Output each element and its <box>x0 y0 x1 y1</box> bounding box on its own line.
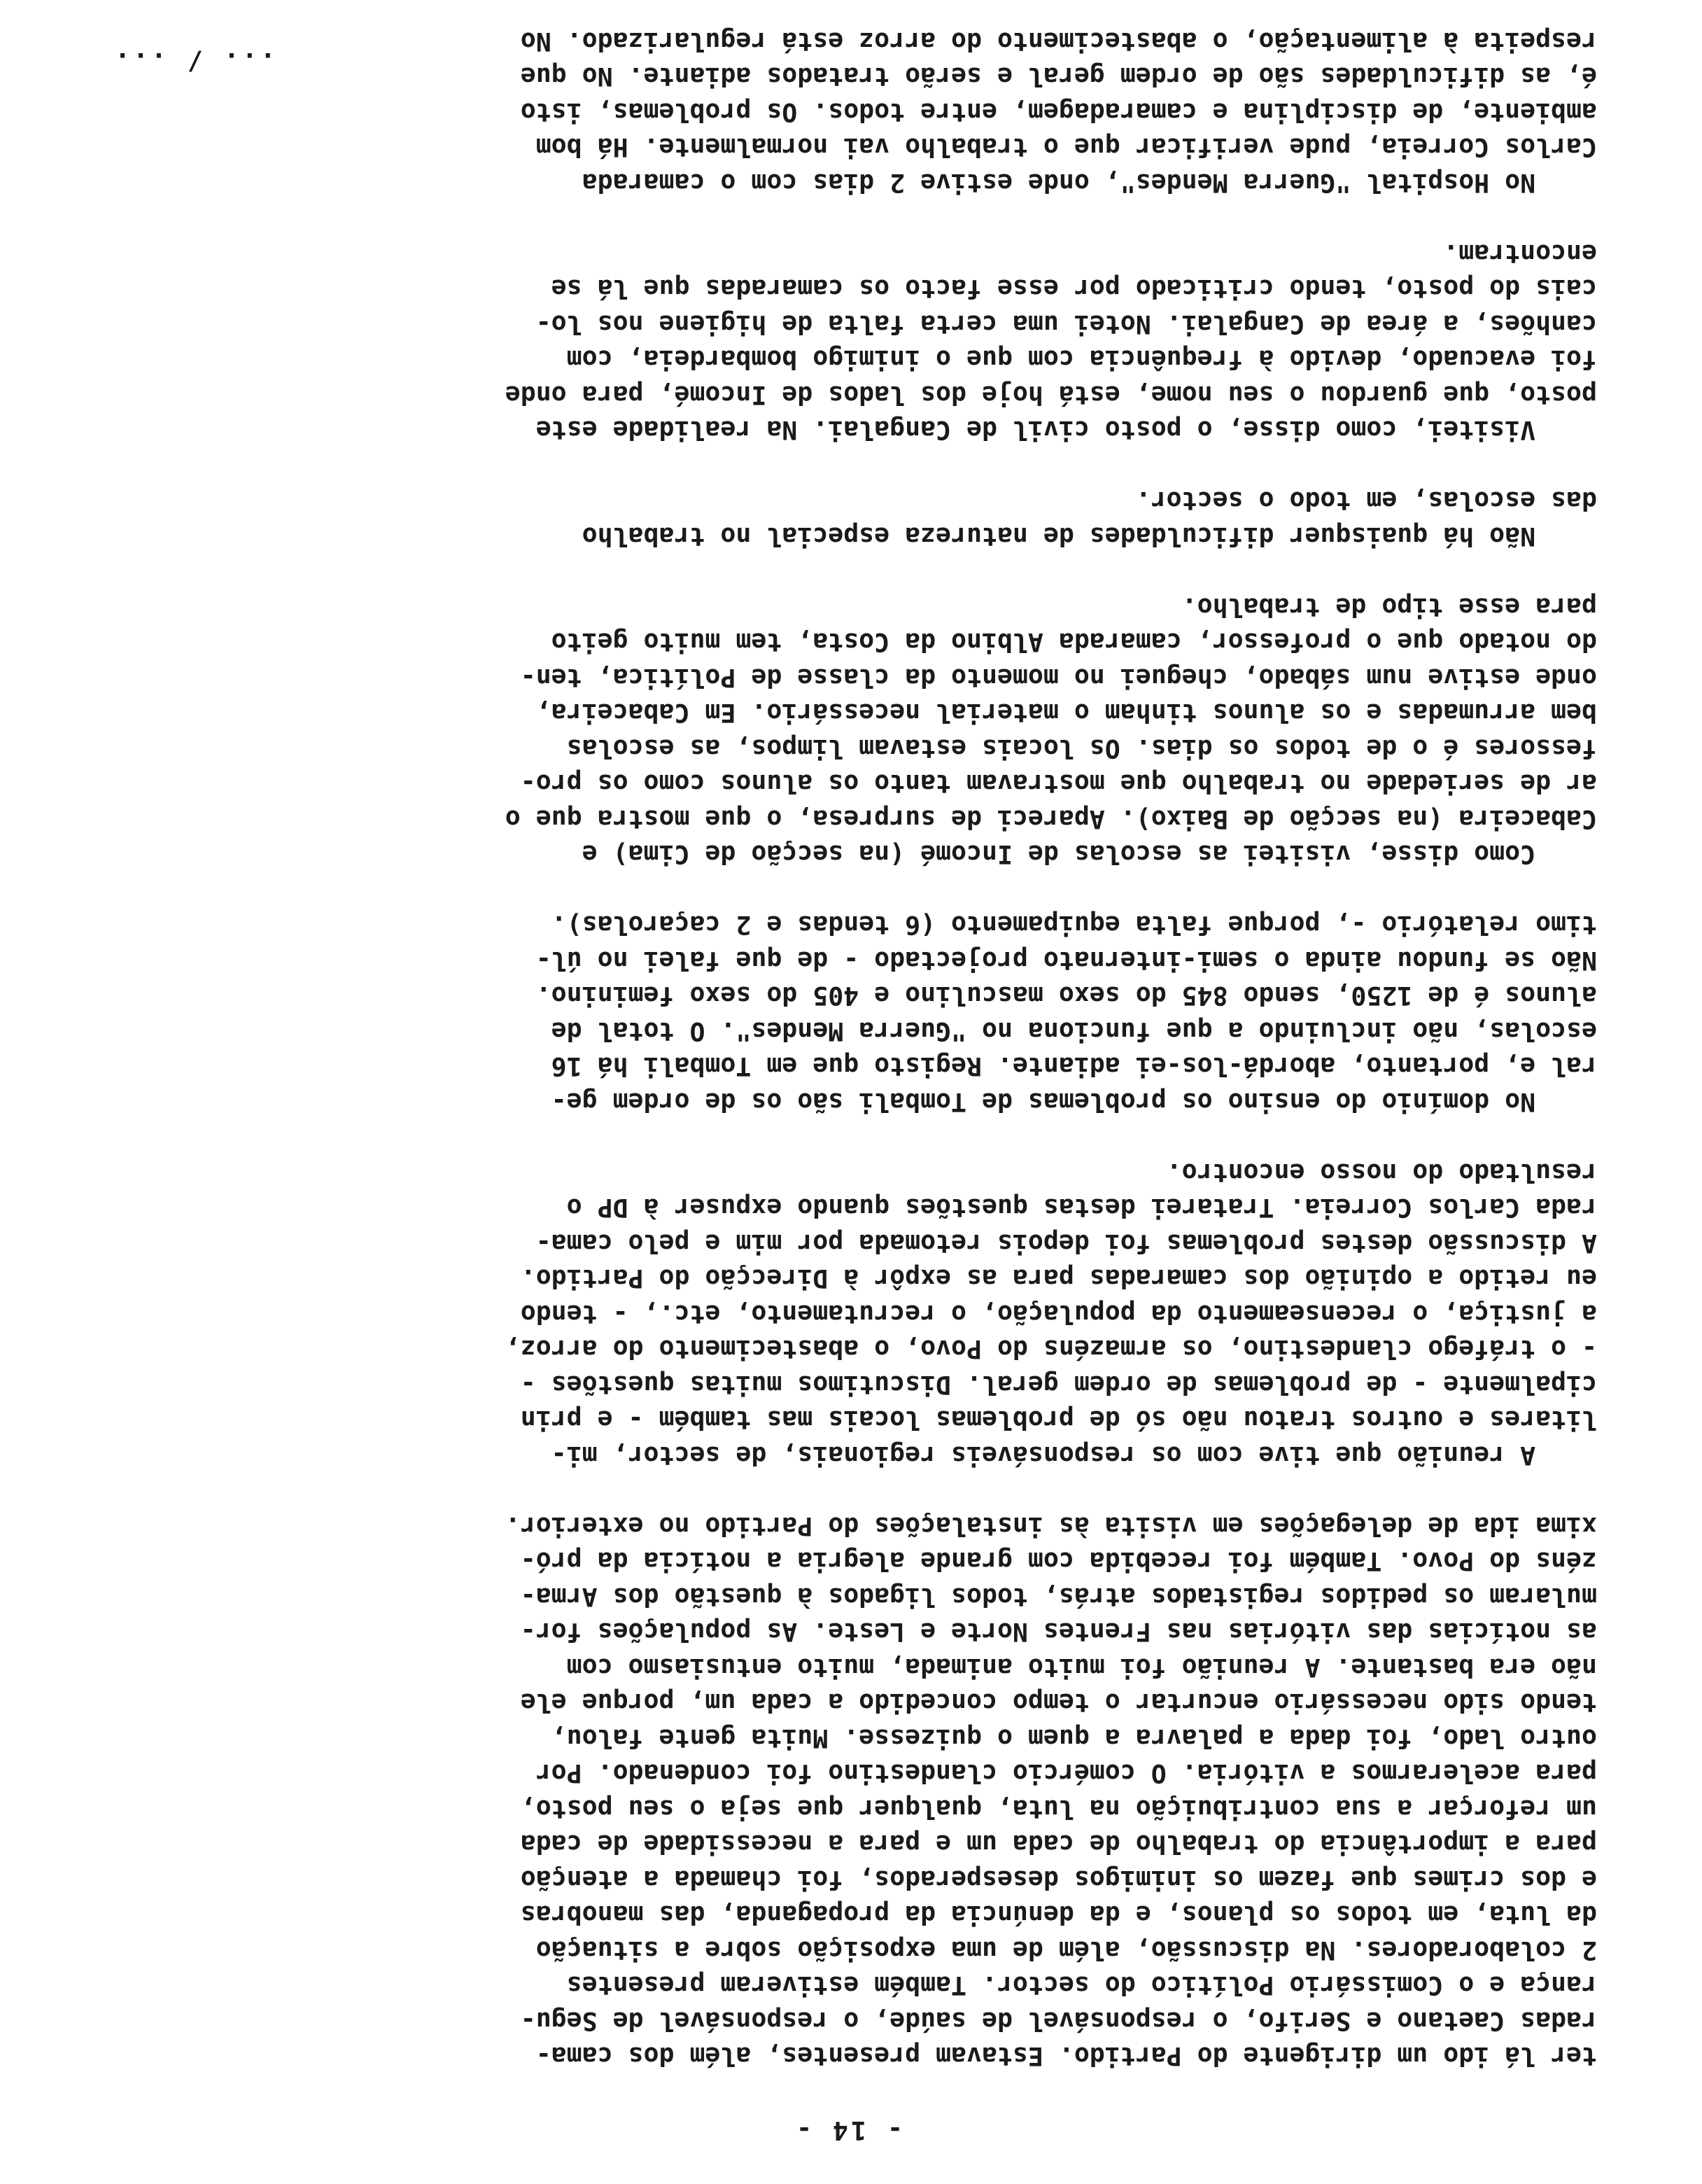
text-line: A discussão destes problemas foi depois retomada por mim e pelo cama- <box>535 1228 1597 1259</box>
text-line: para a importância do trabalho de cada um e para a necessidade de cada <box>520 1829 1597 1860</box>
paragraph-gap <box>99 1473 1597 1508</box>
text-line: a justiça, o recenseamento da população, o recrutamento, etc., - tendo <box>520 1299 1597 1329</box>
paragraph-gap <box>99 200 1597 236</box>
text-line: radas Caetano e Serifo, o responsável de saúde, o responsável de Segu- <box>520 2006 1597 2036</box>
text-line: escolas, não incluindo a que funciona no "Guerra Mendes". O total de <box>551 1016 1597 1046</box>
text-line: Não se fundou ainda o semi-internato projectado - de que falei no úl- <box>535 946 1597 976</box>
paragraph <box>99 1508 1597 2074</box>
text-line: posto, que guardou o seu nome, está hoje dos lados de Incomé, para onde <box>505 380 1597 410</box>
paragraph <box>99 24 1597 201</box>
document-body <box>99 24 1597 2148</box>
text-line: e dos crimes que fazem os inimigos desesperados, foi chamada a atenção <box>520 1865 1597 1895</box>
text-line: ral e, portanto, abordá-los-ei adiante. Registo que em Tombali há 16 <box>551 1051 1597 1082</box>
paragraphs-container <box>99 24 1597 2074</box>
text-line: Visitei, como disse, o posto civil de Cangalai. Na realidade este <box>535 415 1597 446</box>
text-line: fessores é o de todos os dias. Os locais estavam limpos, as escolas <box>566 734 1597 764</box>
paragraph <box>99 483 1597 554</box>
text-line: cipalmente - de problemas de ordem geral. Discutimos muitas questões - <box>520 1370 1597 1400</box>
paragraph <box>99 907 1597 1119</box>
paragraph <box>99 1155 1597 1474</box>
text-line: Como disse, visitei as escolas de Incomé (na secção de Cima) e <box>582 839 1597 870</box>
text-line: eu retido a opinião dos camaradas para as expôr à Direcção do Partido. <box>520 1264 1597 1294</box>
text-line: Não há quaisquer dificuldades de natureza especial no trabalho <box>582 522 1597 552</box>
text-line: ter lá ido um dirigente do Partido. Estavam presentes, além dos cama- <box>535 2041 1597 2072</box>
text-line: não era bastante. A reunião foi muito animada, muito entusiasmo com <box>566 1653 1597 1683</box>
text-line: respeita à alimentação, o abastecimento do arroz está regularizado. No <box>520 27 1597 57</box>
text-line: Cabaceira (na secção de Baixo). Apareci de surpresa, o que mostra que o <box>505 804 1597 834</box>
text-line: foi evacuado, devido à frequência com que o inimigo bombardeia, com <box>566 344 1597 375</box>
text-line: No domínio do ensino os problemas de Tombali são os de ordem ge- <box>551 1087 1597 1117</box>
text-line: tendo sido necessário encurtar o tempo concedido a cada um, porque ele <box>520 1688 1597 1718</box>
page-number: - 14 - <box>794 2115 903 2146</box>
paragraph <box>99 236 1597 448</box>
text-line: zéns do Povo. Também foi recebida com grande alegria a notícia da pró- <box>520 1546 1597 1577</box>
text-line: rança e o Comissário Político do sector. Também estiveram presentes <box>566 1970 1597 2001</box>
text-line: da luta, em todos os planos, e da denúncia da propaganda, das manobras <box>520 1900 1597 1931</box>
text-line: onde estive num sábado, cheguei no momento da classe de Política, ten- <box>520 663 1597 693</box>
text-line: A reunião que tive com os responsáveis regionais, de sector, mi- <box>551 1441 1597 1471</box>
paragraph-gap <box>99 448 1597 484</box>
text-line: xima ida de delegações em visita às instalações do Partido no exterior. <box>505 1511 1597 1541</box>
text-line: para esse tipo de trabalho. <box>1181 592 1597 622</box>
text-line: litares e outros tratou não só de problemas locais mas também - e prin <box>520 1405 1597 1436</box>
text-line: ar de seriedade no trabalho que mostravam tanto os alunos como os pro- <box>520 769 1597 799</box>
paragraph-gap <box>99 1119 1597 1155</box>
text-line: cais do posto, tendo criticado por esse facto os camaradas que lá se <box>551 274 1597 304</box>
paragraph <box>99 589 1597 872</box>
text-line: um reforçar a sua contribuição na luta, qualquer que seja o seu posto, <box>520 1794 1597 1824</box>
continuation-mark: ... / ... <box>112 47 276 77</box>
text-line: ambiente, de disciplina e camaradagem, entre todos. Os problemas, isto <box>520 97 1597 127</box>
text-line: alunos é de 1250, sendo 845 do sexo masculino e 405 do sexo feminino. <box>535 981 1597 1011</box>
text-line: encontram. <box>1443 239 1597 269</box>
text-line: outro lado, foi dada a palavra a quem o quizesse. Muita gente falou, <box>551 1723 1597 1754</box>
paragraph-gap <box>99 872 1597 908</box>
text-line: resultado do nosso encontro. <box>1166 1158 1597 1188</box>
text-line: bem arrumadas e os alunos tinham o material necessário. Em Cabaceira, <box>535 698 1597 729</box>
text-line: do notado que o professor, camarada Albino da Costa, tem muito geito <box>551 627 1597 658</box>
text-line: 2 colaboradores. Na discussão, além de uma exposição sobre a situação <box>535 1935 1597 1966</box>
text-line: das escolas, em todo o sector. <box>1135 486 1597 517</box>
text-line: para acelerarmos a vitória. O comércio clandestino foi condenado. Por <box>535 1758 1597 1789</box>
text-line: é, as dificuldades são de ordem geral e serão tratados adiante. No que <box>520 62 1597 92</box>
text-line: Carlos Correia, pude verificar que o trabalho vai normalmente. Há bom <box>535 132 1597 163</box>
text-line: mularam os pedidos registados atrás, todos ligados à questão dos Arma- <box>520 1582 1597 1612</box>
text-line: rada Carlos Correia. Tratarei destas questões quando expuser à DP o <box>566 1193 1597 1224</box>
text-line: as notícias das vitórias nas Frentes Norte e Leste. As populações for- <box>520 1617 1597 1648</box>
text-line: No Hospital "Guerra Mendes", onde estive 2 dias com o camarada <box>582 168 1597 198</box>
text-line: - o tráfego clandestino, os armazéns do Povo, o abastecimento do arroz, <box>505 1334 1597 1365</box>
paragraph-gap <box>99 554 1597 589</box>
text-line: canhões, a área de Cangalai. Notei uma certa falta de higiene nos lo- <box>535 309 1597 340</box>
text-line: timo relatório -, porque falta equipamento (6 tendas e 2 caçarolas). <box>551 910 1597 941</box>
